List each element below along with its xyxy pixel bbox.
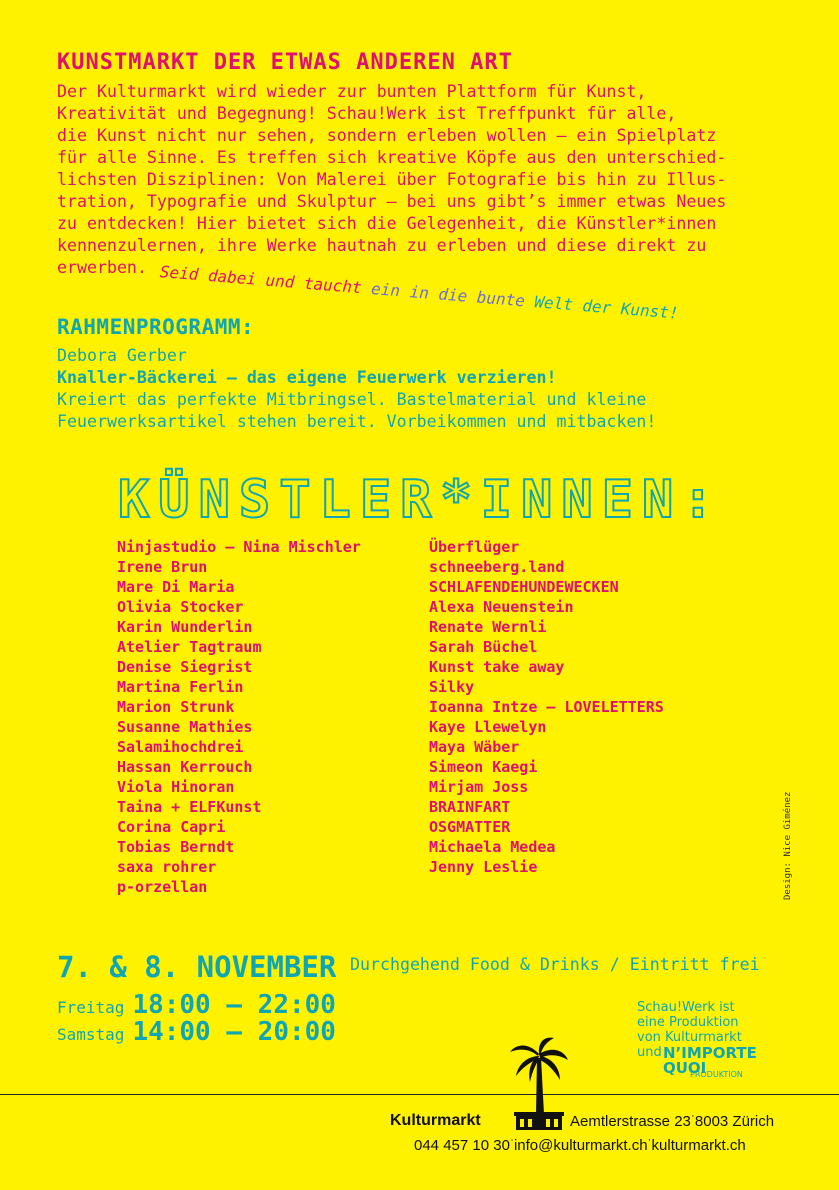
artist-name: Kunst take away — [429, 658, 565, 676]
artists-column-2 — [429, 537, 664, 877]
palm-tree-logo-icon — [508, 1036, 570, 1130]
intro-line: lichsten Disziplinen: Von Malerei über Fotografie bis hin zu Illus- — [57, 170, 727, 189]
artist-name: Simeon Kaegi — [429, 758, 538, 776]
artist-name: Corina Capri — [117, 818, 226, 836]
artist-name: Ioanna Intze – LOVELETTERS — [429, 698, 664, 716]
artist-name: Renate Wernli — [429, 618, 547, 636]
artist-name: Überflüger — [429, 538, 520, 556]
artist-name: Marion Strunk — [117, 698, 235, 716]
artist-name: Susanne Mathies — [117, 718, 253, 736]
intro-line: kennenzulernen, ihre Werke hautnah zu erleben und diese direkt zu — [57, 236, 707, 255]
artist-name: Mirjam Joss — [429, 778, 529, 796]
event-date: 7. & 8. NOVEMBER — [57, 950, 337, 984]
rahmen-event: Knaller-Bäckerei – das eigene Feuerwerk verzieren! — [57, 368, 557, 387]
city: 8003 Zürich — [694, 1113, 775, 1130]
logo-text: N’IMPORTE — [663, 1044, 757, 1062]
artist-name: Irene Brun — [117, 558, 208, 576]
artist-name: Hassan Kerrouch — [117, 758, 253, 776]
footer-contacts — [414, 1137, 746, 1154]
artist-name: Denise Siegrist — [117, 658, 253, 676]
artist-name: schneeberg.land — [429, 558, 565, 576]
artist-name: Martina Ferlin — [117, 678, 244, 696]
artist-name: OSGMATTER — [429, 818, 511, 836]
rahmen-desc: Feuerwerksartikel stehen bereit. Vorbeikommen und mitbacken! — [57, 412, 657, 431]
intro-text — [57, 81, 797, 279]
page-title: KUNSTMARKT DER ETWAS ANDEREN ART — [57, 50, 513, 75]
artists-column-1 — [117, 537, 361, 897]
slogan-part: Welt der Kunst! — [524, 291, 680, 323]
artist-name: Ninjastudio – Nina Mischler — [117, 538, 361, 556]
artist-name: Mare Di Maria — [117, 578, 235, 596]
artist-name: Maya Wäber — [429, 738, 520, 756]
time-range: 18:00 – 22:00 — [132, 990, 336, 1020]
intro-line: zu entdecken! Hier bietet sich die Gelegenheit, die Künstler*innen — [57, 214, 717, 233]
time-range: 14:00 – 20:00 — [132, 1017, 336, 1047]
artist-name: Viola Hinoran — [117, 778, 235, 796]
rahmenprogramm-heading: RAHMENPROGRAMM: — [57, 315, 255, 339]
design-credit: Design: Nice Giménez — [783, 791, 793, 900]
artist-name: p-orzellan — [117, 878, 208, 896]
intro-line: Kreativität und Begegnung! Schau!Werk ist Treffpunkt für alle, — [57, 104, 677, 123]
artist-name: Olivia Stocker — [117, 598, 244, 616]
rahmen-desc: Kreiert das perfekte Mitbringsel. Bastelmaterial und kleine — [57, 390, 647, 409]
footer-divider — [0, 1094, 839, 1095]
artist-name: Atelier Tagtraum — [117, 638, 262, 656]
intro-line: erwerben. — [57, 258, 147, 277]
time-row-friday — [57, 990, 336, 1020]
artists-heading: KÜNSTLER*INNEN: — [118, 470, 723, 530]
artist-name: Taina + ELFKunst — [117, 798, 262, 816]
artist-name: BRAINFART — [429, 798, 511, 816]
rahmen-name: Debora Gerber — [57, 346, 187, 365]
artist-name: Silky — [429, 678, 475, 696]
artist-name: Alexa Neuenstein — [429, 598, 574, 616]
artist-name: Jenny Leslie — [429, 858, 538, 876]
production-line: eine Produktion — [637, 1015, 739, 1030]
intro-line: die Kunst nicht nur sehen, sondern erleben wollen – ein Spielplatz — [57, 126, 717, 145]
intro-line: Der Kulturmarkt wird wieder zur bunten Plattform für Kunst, — [57, 82, 647, 101]
email-link[interactable]: info@kulturmarkt.ch — [513, 1137, 648, 1154]
production-line: und — [637, 1045, 662, 1060]
street: Aemtlerstrasse 23 — [570, 1113, 691, 1130]
intro-line: für alle Sinne. Es treffen sich kreative Köpfe aus den unterschied- — [57, 148, 727, 167]
slogan-part: ein in die bunte — [360, 278, 526, 311]
event-info: Durchgehend Food & Drinks / Eintritt frei — [350, 955, 760, 974]
production-line: Schau!Werk ist — [637, 1000, 735, 1015]
artist-name: SCHLAFENDEHUNDEWECKEN — [429, 578, 619, 596]
footer-address — [570, 1113, 774, 1130]
separator: ˈ — [509, 1137, 514, 1151]
slogan-part: Seid dabei und taucht — [159, 262, 363, 298]
website-link[interactable]: kulturmarkt.ch — [651, 1137, 746, 1154]
phone: 044 457 10 30 — [414, 1137, 510, 1154]
separator: ˈ — [647, 1137, 652, 1151]
artist-name: Michaela Medea — [429, 838, 556, 856]
artist-name: Karin Wunderlin — [117, 618, 253, 636]
logo-subtext: PRODUKTION — [690, 1070, 743, 1079]
intro-line: tration, Typografie und Skulptur – bei uns gibt’s immer etwas Neues — [57, 192, 727, 211]
day-label: Freitag — [57, 998, 125, 1017]
rahmenprogramm-text — [57, 345, 656, 433]
time-row-saturday — [57, 1017, 336, 1047]
day-label: Samstag — [57, 1025, 125, 1044]
footer-brand: Kulturmarkt — [390, 1112, 481, 1129]
logo-text: QUOI — [663, 1059, 707, 1077]
artist-name: Tobias Berndt — [117, 838, 235, 856]
separator: ˈ — [690, 1113, 695, 1127]
artist-name: saxa rohrer — [117, 858, 217, 876]
production-line: von Kulturmarkt — [637, 1030, 742, 1045]
artist-name: Sarah Büchel — [429, 638, 538, 656]
artist-name: Salamihochdrei — [117, 738, 244, 756]
artist-name: Kaye Llewelyn — [429, 718, 547, 736]
